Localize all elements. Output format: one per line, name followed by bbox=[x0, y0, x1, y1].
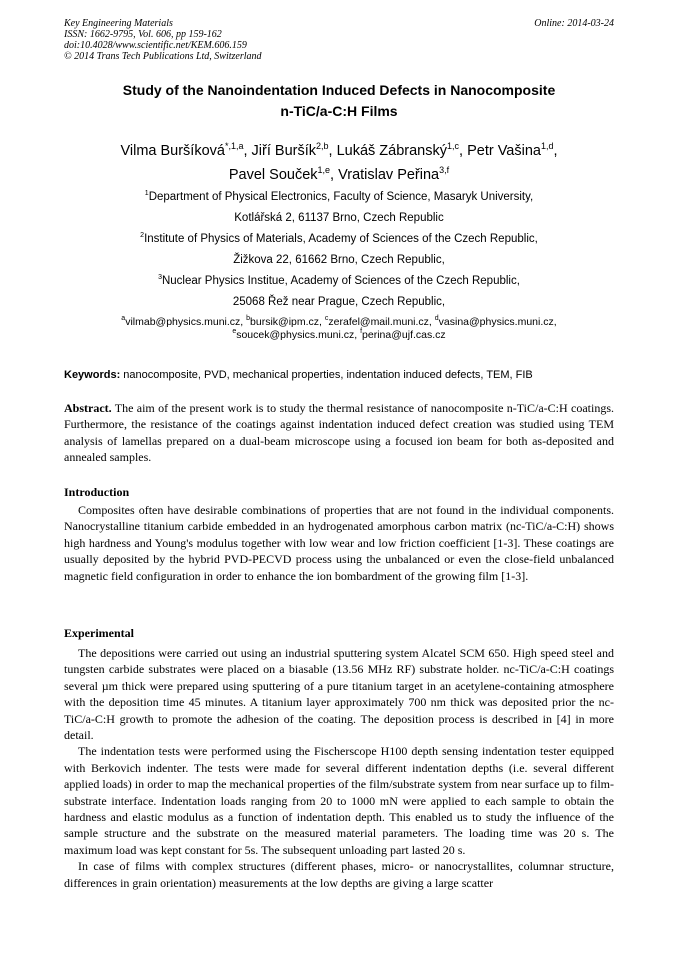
email-address: soucek@physics.muni.cz, bbox=[236, 329, 361, 341]
section-heading-experimental: Experimental bbox=[64, 626, 134, 640]
email-mark: b bbox=[246, 315, 251, 322]
author-affil-mark: 1,d bbox=[540, 141, 554, 151]
abstract-label: Abstract. bbox=[64, 401, 112, 415]
paragraph: Composites often have desirable combinations of properties that are not found in the individual components. Nanocrystalline titanium carbide embedded in an hydrogenated amorphous carbon matrix (nc-TiC/a-C:H) shows high hardness and Young's modulus together with low wear and low friction coefficient [1-3]. These coatings are usually deposited by the hybrid PVD-PECVD process using the unbalanced or even the close-field unbalanced magnetic field configuration in order to enhance the ion bombardment of the growing film [1-3]. bbox=[64, 503, 614, 583]
keywords-text: nanocomposite, PVD, mechanical properties, indentation induced defects, TEM, FIB bbox=[120, 369, 533, 381]
author-affil-mark: 3,f bbox=[439, 165, 450, 175]
author-affil-mark: 1,c bbox=[447, 141, 460, 151]
email-line-1 bbox=[40, 316, 638, 329]
online-date: Online: 2014-03-24 bbox=[534, 18, 614, 29]
email-mark: c bbox=[324, 315, 329, 322]
affiliation-3 bbox=[40, 271, 638, 313]
email-address: vasina@physics.muni.cz, bbox=[438, 316, 557, 328]
email-line-2 bbox=[40, 329, 638, 342]
author-affil-mark: 2,b bbox=[316, 141, 329, 151]
title-line-1: Study of the Nanoindentation Induced Defects in Nanocomposite bbox=[122, 82, 556, 98]
author-name: Vratislav Peřina bbox=[338, 167, 440, 183]
author-separator: , bbox=[328, 143, 337, 159]
paper-title bbox=[64, 80, 614, 122]
affiliations bbox=[40, 187, 638, 313]
journal-name: Key Engineering Materials bbox=[64, 18, 173, 29]
affiliation-2 bbox=[40, 229, 638, 271]
keywords-label: Keywords: bbox=[64, 369, 121, 381]
author-name: Pavel Souček bbox=[228, 167, 318, 183]
email-address: zerafel@mail.muni.cz, bbox=[328, 316, 435, 328]
author-name: Jiří Buršík bbox=[251, 143, 316, 159]
author-separator: , bbox=[459, 143, 468, 159]
paragraph: The depositions were carried out using an industrial sputtering system Alcatel SCM 650. High speed steel and tungsten carbide substrates were placed on a biasable (13.56 MHz RF) substrate holder. nc-TiC/a-C:H coatings several µm thick were prepared using sputtering of a pure titanium target in an acetylene-containing atmosphere with the deposition time 45 minutes. A titanium layer approximately 700 nm thick was deposited prior the nc-TiC/a-C:H growth to promote the adhesion of the coating. The deposition process is described in [4] in more detail. bbox=[64, 646, 614, 743]
doi-line: doi:10.4028/www.scientific.net/KEM.606.159 bbox=[64, 40, 247, 51]
experimental-body bbox=[64, 645, 614, 891]
author-line-2 bbox=[40, 163, 638, 187]
title-line-2: n-TiC/a-C:H Films bbox=[280, 103, 398, 119]
author-line-1 bbox=[40, 139, 638, 163]
affil-line: Žižkova 22, 61662 Brno, Czech Republic, bbox=[233, 254, 445, 266]
affiliation-1 bbox=[40, 187, 638, 229]
issn-line: ISSN: 1662-9795, Vol. 606, pp 159-162 bbox=[64, 29, 222, 40]
author-separator: , bbox=[243, 143, 252, 159]
author-list bbox=[40, 139, 638, 187]
affil-line: Department of Physical Electronics, Faculty of Science, Masaryk University, bbox=[148, 191, 534, 203]
author-separator: , bbox=[553, 143, 558, 159]
journal-header bbox=[64, 18, 262, 62]
author-name: Lukáš Zábranský bbox=[336, 143, 447, 159]
abstract-text: The aim of the present work is to study the thermal resistance of nanocomposite n-TiC/a-C:H coatings. Furthermore, the resistance of the coatings against indentation induced defect creation was studied using TEM analysis of lamellas prepared on a dual-beam microscope using a focused ion beam for both as-deposited and annealed samples. bbox=[64, 401, 614, 465]
affil-line: Institute of Physics of Materials, Academy of Sciences of the Czech Republic, bbox=[144, 233, 538, 245]
affil-line: Nuclear Physics Institue, Academy of Sciences of the Czech Republic, bbox=[161, 275, 520, 287]
copyright-line: © 2014 Trans Tech Publications Ltd, Switzerland bbox=[64, 51, 262, 62]
email-mark: f bbox=[360, 328, 363, 335]
affil-mark: 1 bbox=[144, 190, 149, 197]
author-affil-mark: 1,e bbox=[317, 165, 331, 175]
email-address: vilmab@physics.muni.cz, bbox=[125, 316, 247, 328]
paragraph: The indentation tests were performed using the Fischerscope H100 depth sensing indentation tester equipped with Berkovich indenter. The tests were made for several different indentation depths (i.e. several different applied loads) in order to map the mechanical properties of the film/substrate system from near surface up to film-substrate interface. Indentation loads ranging from 20 to 1000 mN were applied to each sample to obtain the hardness and elastic modulus as a function of indentation depth. This enabled us to study the influence of the sample structure and the substrate on the measured material parameters. The loading time was 20 s. The maximum load was kept constant for 5s. The subsequent unloading part lasted 20 s. bbox=[64, 744, 614, 857]
affil-mark: 2 bbox=[140, 232, 145, 239]
author-name: Vilma Buršíková bbox=[120, 143, 225, 159]
email-mark: d bbox=[434, 315, 439, 322]
author-affil-mark: *,1,a bbox=[224, 141, 244, 151]
email-address: bursik@ipm.cz, bbox=[250, 316, 325, 328]
email-address: perina@ujf.cas.cz bbox=[362, 329, 446, 341]
author-separator: , bbox=[330, 167, 339, 183]
author-name: Petr Vašina bbox=[467, 143, 541, 159]
email-mark: a bbox=[121, 315, 126, 322]
email-list bbox=[40, 316, 638, 342]
paragraph: In case of films with complex structures (different phases, micro- or nanocrystallites, columnar structure, differences in grain orientation) measurements at the low depths are giving a large scatter bbox=[64, 859, 614, 890]
section-heading-introduction: Introduction bbox=[64, 485, 130, 499]
abstract bbox=[64, 400, 614, 466]
affil-line: Kotlářská 2, 61137 Brno, Czech Republic bbox=[234, 212, 444, 224]
affil-mark: 3 bbox=[158, 274, 162, 281]
email-mark: e bbox=[232, 328, 237, 335]
introduction-body bbox=[64, 502, 614, 584]
affil-line: 25068 Řež near Prague, Czech Republic, bbox=[232, 296, 446, 308]
keywords bbox=[64, 368, 614, 382]
